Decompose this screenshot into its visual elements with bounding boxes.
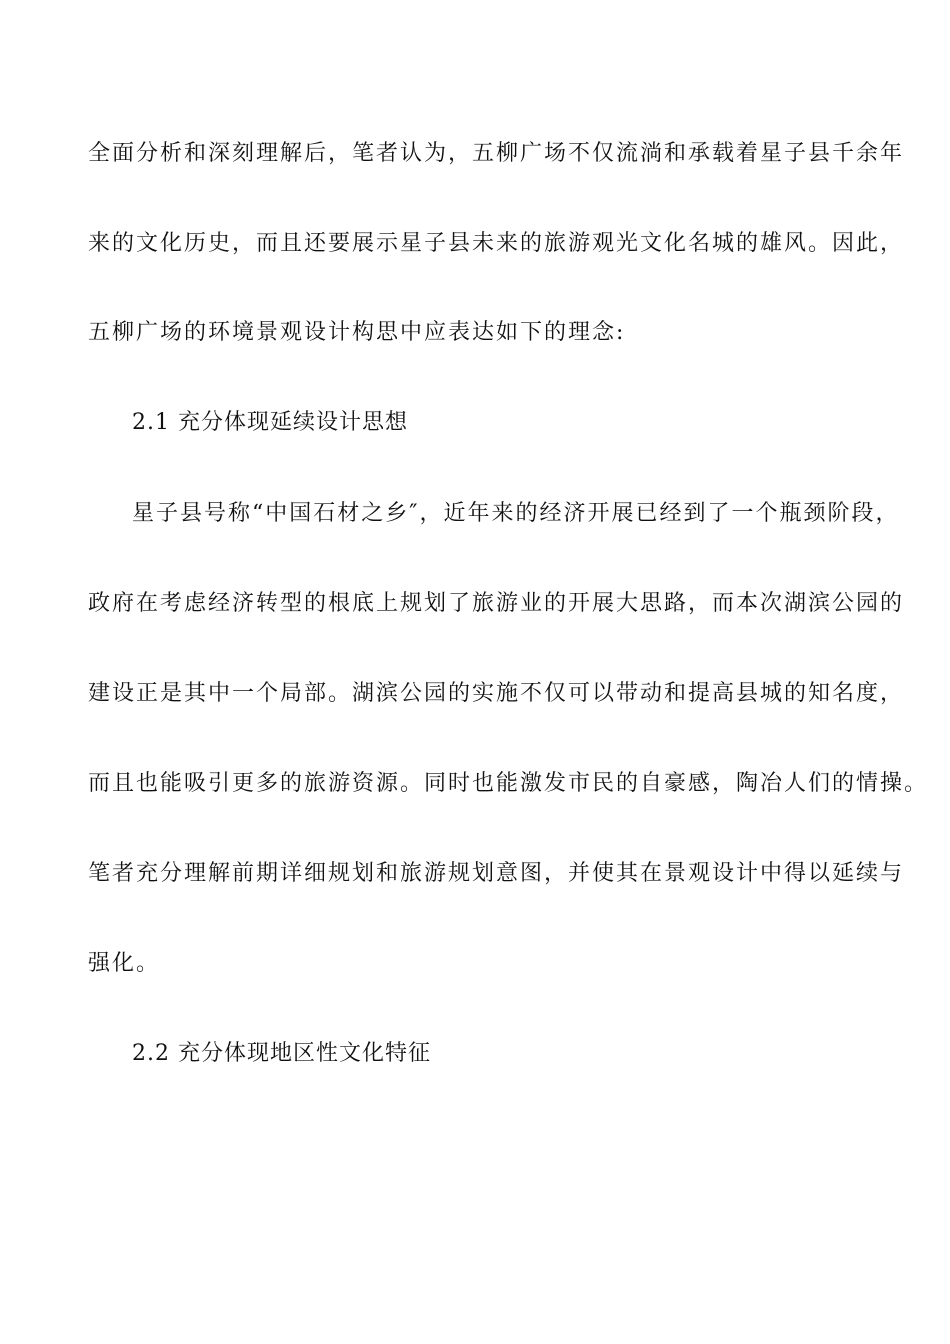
paragraph-line: 来的文化历史，而且还要展示星子县未来的旅游观光文化名城的雄风。因此， xyxy=(88,231,905,256)
paragraph-line: 强化。 xyxy=(88,951,161,976)
paragraph-line: 笔者充分理解前期详细规划和旅游规划意图，并使其在景观设计中得以延续与 xyxy=(88,861,905,886)
paragraph-line: 五柳广场的环境景观设计构思中应表达如下的理念: xyxy=(88,320,626,345)
paragraph-line: 政府在考虑经济转型的根底上规划了旅游业的开展大思路，而本次湖滨公园的 xyxy=(88,591,905,616)
paragraph-line: 而且也能吸引更多的旅游资源。同时也能激发市民的自豪感，陶冶人们的情操。 xyxy=(88,771,929,796)
section-heading-2-2: 2.2 充分体现地区性文化特征 xyxy=(132,1041,431,1066)
paragraph-line: 建设正是其中一个局部。湖滨公园的实施不仅可以带动和提高县城的知名度， xyxy=(88,681,905,706)
section-heading-2-1: 2.1 充分体现延续设计思想 xyxy=(132,410,408,435)
paragraph-line: 星子县号称“中国石材之乡″，近年来的经济开展已经到了一个瓶颈阶段， xyxy=(132,501,900,526)
paragraph-line: 全面分析和深刻理解后，笔者认为，五柳广场不仅流淌和承载着星子县千余年 xyxy=(88,141,905,166)
